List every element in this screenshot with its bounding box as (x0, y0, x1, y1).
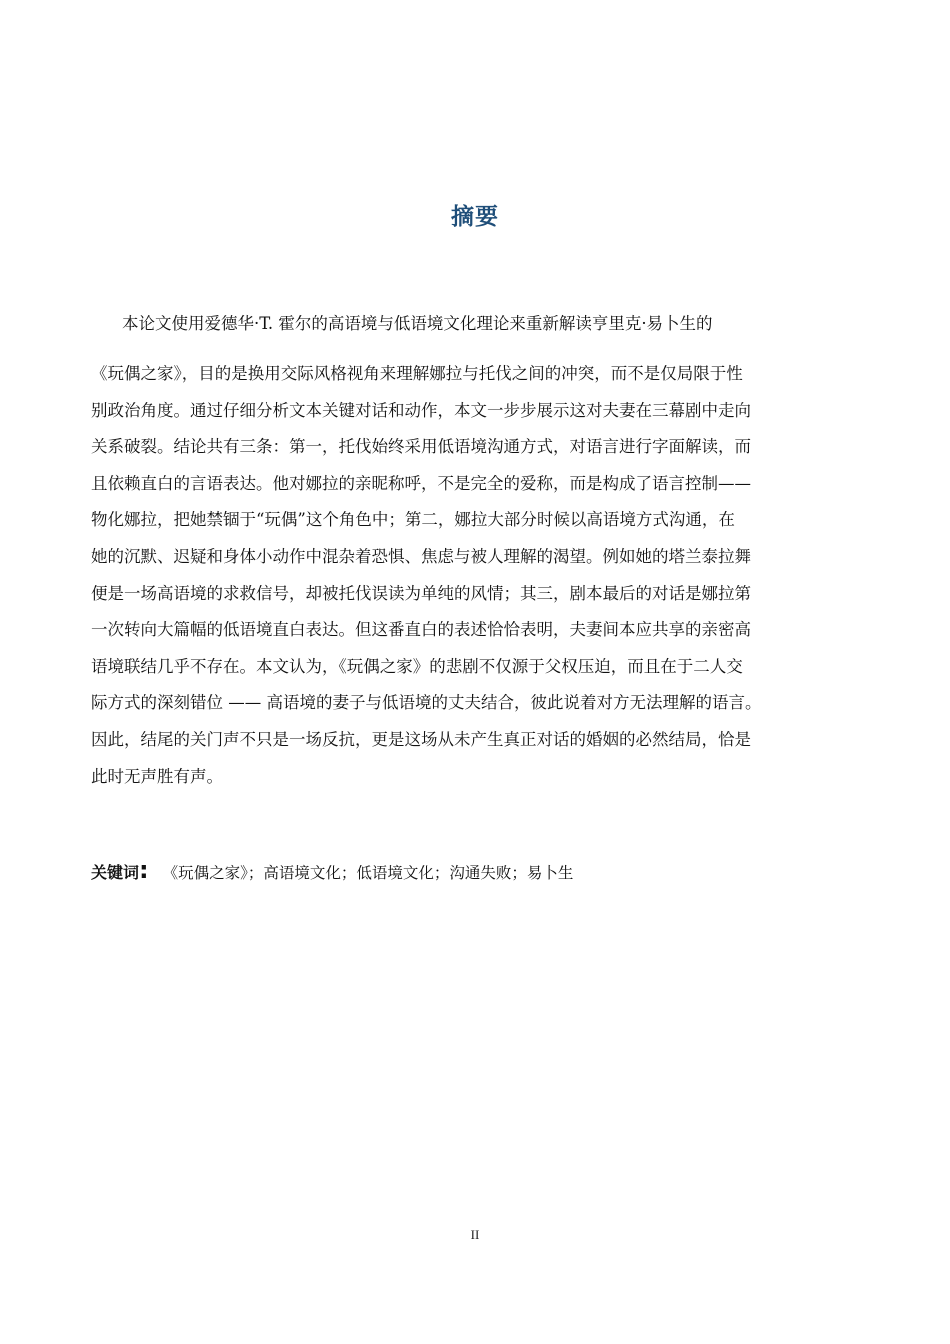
page-number: II (470, 1227, 480, 1242)
keywords-label: 关键词 (91, 863, 140, 882)
abstract-line: 别政治角度。通过仔细分析文本关键对话和动作，本文一步步展示这对夫妻在三幕剧中走向 (91, 400, 751, 420)
abstract-line: 物化娜拉，把她禁锢于“玩偶”这个角色中；第二，娜拉大部分时候以高语境方式沟通，在 (91, 510, 735, 530)
abstract-line: 她的沉默、迟疑和身体小动作中混杂着恐惧、焦虑与被人理解的渴望。例如她的塔兰泰拉舞 (91, 546, 751, 566)
abstract-line: 便是一场高语境的求救信号，却被托伐误读为单纯的风情；其三，剧本最后的对话是娜拉第 (91, 583, 751, 603)
abstract-line: 此时无声胜有声。 (91, 766, 223, 786)
abstract-heading: 摘要 (451, 204, 499, 230)
abstract-body (91, 361, 881, 800)
abstract-line: 且依赖直白的言语表达。他对娜拉的亲昵称呼，不是完全的爱称，而是构成了语言控制—— (91, 473, 751, 493)
keywords-text: 《玩偶之家》；高语境文化；低语境文化；沟通失败；易卜生 (162, 864, 574, 882)
abstract-first-line: 本论文使用爱德华·T. 霍尔的高语境与低语境文化理论来重新解读亨里克·易卜生的 (122, 314, 713, 333)
abstract-line: 因此，结尾的关门声不只是一场反抗，更是这场从未产生真正对话的婚姻的必然结局，恰是 (91, 729, 751, 749)
keywords-colon: : (139, 856, 149, 884)
abstract-line: 一次转向大篇幅的低语境直白表达。但这番直白的表述恰恰表明，夫妻间本应共享的亲密高 (91, 620, 751, 640)
abstract-line: 关系破裂。结论共有三条：第一，托伐始终采用低语境沟通方式，对语言进行字面解读，而 (91, 437, 751, 457)
abstract-line: 语境联结几乎不存在。本文认为，《玩偶之家》的悲剧不仅源于父权压迫，而且在于二人交 (91, 656, 743, 676)
abstract-line: 际方式的深刻错位 —— 高语境的妻子与低语境的丈夫结合，彼此说着对方无法理解的语言。 (91, 693, 762, 713)
abstract-line: 《玩偶之家》，目的是换用交际风格视角来理解娜拉与托伐之间的冲突，而不是仅局限于性 (91, 364, 743, 383)
keywords-line (91, 857, 881, 886)
